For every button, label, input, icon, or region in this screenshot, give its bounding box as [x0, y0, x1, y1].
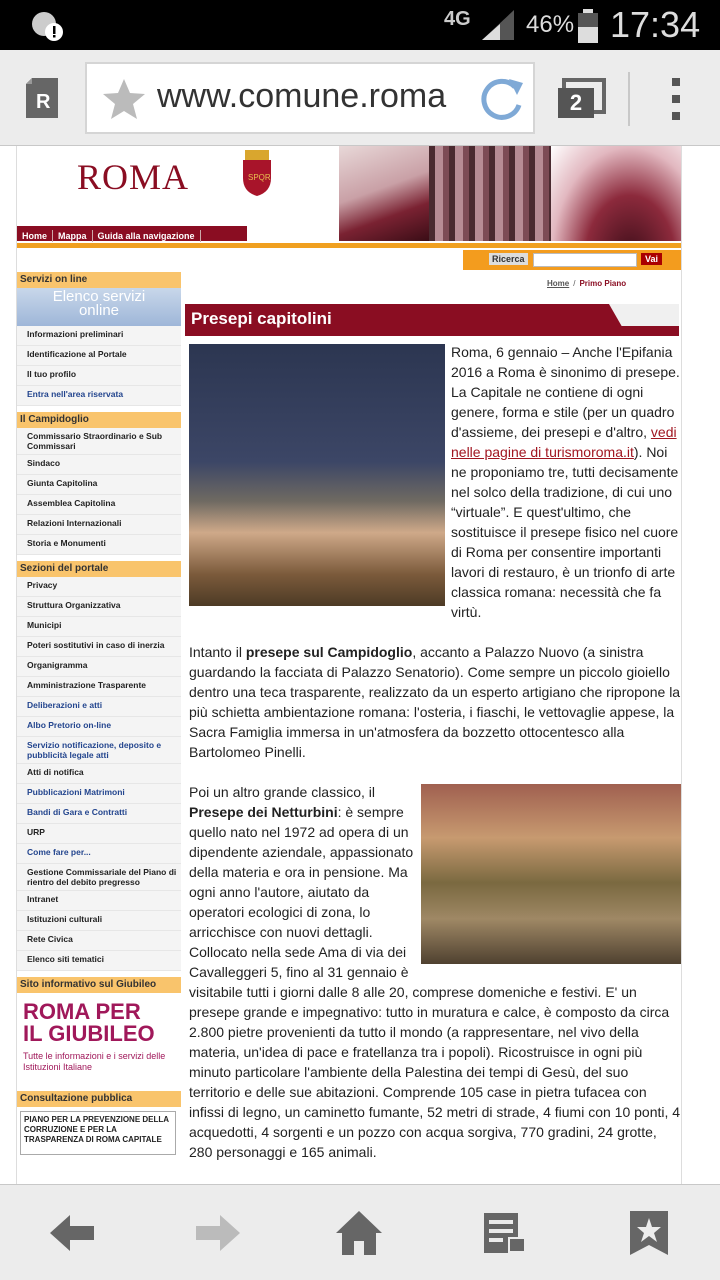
search-button[interactable]: Vai	[641, 253, 662, 265]
sidebar-item[interactable]: Amministrazione Trasparente	[17, 677, 181, 697]
sidebar-item[interactable]: Intranet	[17, 891, 181, 911]
sidebar-item[interactable]: Elenco siti tematici	[17, 951, 181, 971]
svg-text:R: R	[36, 91, 51, 113]
article-title: Presepi capitolini	[191, 309, 332, 328]
sidebar-item[interactable]: Organigramma	[17, 657, 181, 677]
back-arrow-icon[interactable]	[48, 1209, 98, 1257]
site-logo[interactable]: ROMA	[77, 157, 190, 197]
sidebar-item[interactable]: Identificazione al Portale	[17, 346, 181, 366]
breadcrumb-home[interactable]: Home	[547, 279, 570, 288]
sidebar-head-sezioni: Sezioni del portale	[17, 561, 181, 577]
breadcrumb-current: Primo Piano	[579, 279, 627, 288]
reload-icon[interactable]	[475, 75, 531, 125]
servizi-online-banner[interactable]	[17, 288, 181, 326]
sidebar-item[interactable]: Commissario Straordinario e Sub Commissari	[17, 428, 181, 455]
nav-guida[interactable]: Guida alla navigazione	[93, 230, 201, 242]
sidebar-item[interactable]: Municipi	[17, 617, 181, 637]
sidebar-item[interactable]: Struttura Organizzativa	[17, 597, 181, 617]
presepe-netturbini-image	[421, 784, 681, 964]
sidebar-item[interactable]: Relazioni Internazionali	[17, 515, 181, 535]
web-page	[16, 146, 682, 1184]
toolbar-divider	[628, 72, 630, 126]
nav-mappa[interactable]: Mappa	[53, 230, 93, 242]
search-input[interactable]	[533, 253, 637, 267]
p2-text-a: Intanto il	[189, 644, 246, 660]
sidebar-item[interactable]: Sindaco	[17, 455, 181, 475]
top-nav	[17, 226, 247, 241]
sidebar-item[interactable]: Entra nell'area riservata	[17, 386, 181, 406]
sidebar-item[interactable]: Rete Civica	[17, 931, 181, 951]
banner-line-1: Elenco servizi	[52, 288, 146, 305]
battery-icon	[576, 9, 600, 43]
signal-icon	[480, 10, 516, 42]
giubileo-banner[interactable]	[17, 993, 181, 1085]
sidebar-item[interactable]: Gestione Commissariale del Piano di rientro del debito pregresso	[17, 864, 181, 891]
giubileo-subtitle: Tutte le informazioni e i servizi delle Istituzioni Italiane	[23, 1051, 166, 1072]
forward-arrow-icon[interactable]	[192, 1209, 242, 1257]
sidebar-head-servizi: Servizi on line	[17, 272, 181, 288]
p2-text-b: , accanto a Palazzo Nuovo (a sinistra guardando la facciata di Palazzo Senatorio). Come sempre un piccolo gioiello dentro una teca trasparente, realizzato da un esperto artigiano che ripropone la più schietta ambientazione romana: l'osteria, i fiaschi, le vettovaglie appese, la Sacra Famiglia immersa in un'atmosfera da bozzetto ottocentesco alla Bartolomeo Pinelli.	[189, 644, 681, 760]
p1-text-a: Roma, 6 gennaio – Anche l'Epifania 2016 a Roma è sinonimo di presepe. La Capitale ne contiene di ogni genere, forma e stile (per un quadro d'assieme, dei presepi e d'altro,	[451, 344, 680, 440]
sidebar-head-campidoglio: Il Campidoglio	[17, 412, 181, 428]
sidebar-item[interactable]: Il tuo profilo	[17, 366, 181, 386]
tabs-button[interactable]	[554, 78, 610, 122]
p2-bold: presepe sul Campidoglio	[245, 644, 413, 660]
presepe-campidoglio-image	[189, 344, 445, 606]
status-bar	[0, 0, 720, 50]
svg-text:SPQR: SPQR	[248, 173, 271, 182]
header-image-dome	[551, 146, 682, 241]
overflow-menu-icon[interactable]	[664, 74, 688, 126]
header-image-colosseum	[429, 146, 551, 241]
sidebar-item[interactable]: URP	[17, 824, 181, 844]
sidebar-item[interactable]: Assemblea Capitolina	[17, 495, 181, 515]
header-divider	[17, 243, 682, 248]
site-header	[17, 146, 682, 241]
sidebar-item[interactable]: Albo Pretorio on-line	[17, 717, 181, 737]
sidebar-item[interactable]: Pubblicazioni Matrimoni	[17, 784, 181, 804]
reading-list-icon[interactable]	[480, 1209, 530, 1257]
bookmarks-icon[interactable]	[624, 1209, 674, 1257]
reader-mode-icon[interactable]	[22, 76, 62, 120]
sidebar-item[interactable]: Istituzioni culturali	[17, 911, 181, 931]
giubileo-logo-line-2: IL GIUBILEO	[23, 1021, 155, 1046]
roma-crest-icon	[239, 148, 275, 198]
sidebar-item[interactable]: Come fare per...	[17, 844, 181, 864]
sidebar-item[interactable]: Atti di notifica	[17, 764, 181, 784]
sidebar	[17, 266, 181, 1155]
article-body	[189, 342, 681, 1182]
bookmark-star-icon[interactable]	[101, 76, 147, 122]
p3-text-b: : è sempre quello nato nel 1972 ad opera di un dipendente aziendale, appassionato della materia e ora in pensione. Ma ogni anno l'autore, aiutato da operatori ecologici di zona, lo arricchisce con nuovi dettagli. Collocato nella sede Ama di via dei Cavalleggeri 5, fino al 31 gennaio è visitabile tutti i giorni dalle 8 alle 20, comprese domeniche e festivi. E' un presepe grande e impegnativo: tutto in muratura e calce, è composto da circa 2.800 pietre provenienti da tutto il mondo (a rappresentare, nel vivo della materia, un'idea di pace e fratellanza tra i popoli). Ricostruisce in ogni più minuto particolare l'ambiente della Palestina dei tempi di Gesù, del suo territorio e delle sue abitazioni. Comprende 105 case in pietra tufacea con infissi di legno, un caminetto fumante, 52 metri di strade, 4 fiumi con 10 ponti, 4 acquedotti, 4 sorgenti e un pozzo con acqua sorgiva, 770 gradini, 24 grotte, 280 personaggi e 165 animali.	[189, 804, 681, 1160]
p3-bold: Presepe dei Netturbini	[189, 804, 338, 820]
sidebar-item[interactable]: Informazioni preliminari	[17, 326, 181, 346]
piano-anticorruzione-banner[interactable]: PIANO PER LA PREVENZIONE DELLA CORRUZIONE E PER LA TRASPARENZA DI ROMA CAPITALE	[20, 1111, 176, 1155]
header-image-statue	[339, 146, 429, 241]
breadcrumb: Home / Primo Piano	[547, 279, 627, 288]
battery-percent: 46%	[526, 11, 575, 38]
notification-alert-icon	[30, 10, 64, 42]
turismoroma-link[interactable]: vedi nelle pagine di turismoroma.it	[451, 424, 677, 460]
p3-text-a: Poi un altro grande classico, il	[189, 784, 375, 800]
sidebar-item[interactable]: Bandi di Gara e Contratti	[17, 804, 181, 824]
sidebar-item[interactable]: Servizio notificazione, deposito e pubblicità legale atti	[17, 737, 181, 764]
browser-bottom-nav	[0, 1184, 720, 1280]
url-bar[interactable]	[85, 62, 535, 134]
clock: 17:34	[610, 4, 701, 45]
p1-text-b: ). Noi ne proponiamo tre, tutti decisamente nel solco della tradizione, di cui uno “virtuale”. E quest'ultimo, che sostituisce il presepe fisico nel cuore di Roma per consentire importanti lavori di restauro, è un trionfo di arte classica romana: necessità che fa virtù.	[451, 444, 679, 620]
network-type: 4G	[444, 8, 471, 30]
url-text[interactable]: www.comune.roma	[157, 77, 447, 115]
browser-toolbar	[0, 50, 720, 146]
giubileo-logo-line-1: ROMA PER	[23, 999, 141, 1024]
tab-count: 2	[558, 88, 594, 118]
article-title-bar	[185, 304, 679, 336]
title-corner-decoration	[609, 304, 679, 326]
sidebar-head-consultazione: Consultazione pubblica	[17, 1091, 181, 1107]
nav-home[interactable]: Home	[17, 230, 53, 242]
sidebar-item[interactable]: Storia e Monumenti	[17, 535, 181, 555]
sidebar-head-giubileo: Sito informativo sul Giubileo	[17, 977, 181, 993]
sidebar-item[interactable]: Privacy	[17, 577, 181, 597]
sidebar-item[interactable]: Poteri sostitutivi in caso di inerzia	[17, 637, 181, 657]
sidebar-item[interactable]: Deliberazioni e atti	[17, 697, 181, 717]
home-icon[interactable]	[334, 1209, 384, 1257]
sidebar-item[interactable]: Giunta Capitolina	[17, 475, 181, 495]
search-label: Ricerca	[489, 253, 528, 265]
banner-line-2: online	[78, 302, 120, 319]
